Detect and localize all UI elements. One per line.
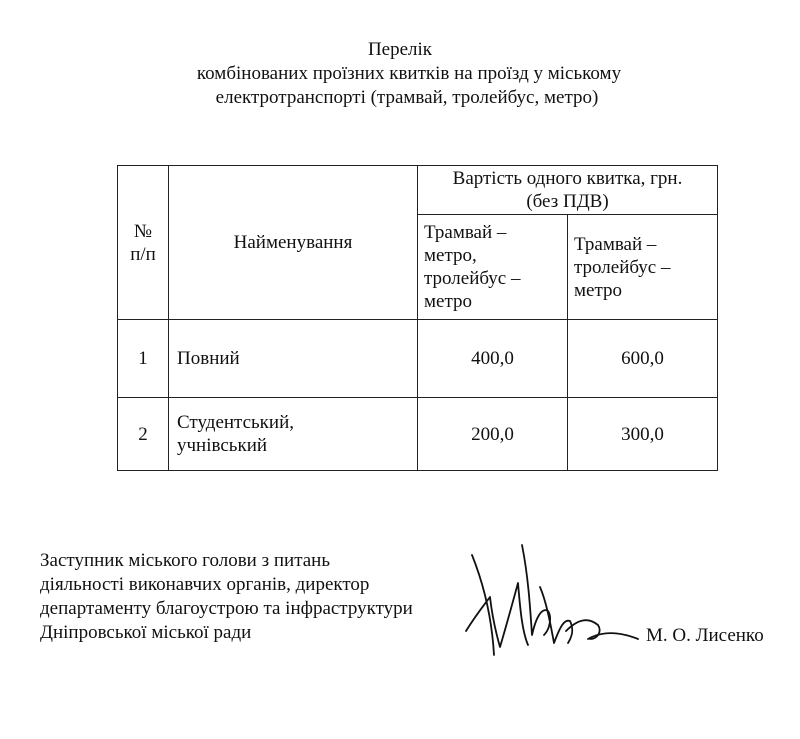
- header-col1-line: тролейбус –: [424, 268, 521, 289]
- row-price-2: 600,0: [568, 320, 718, 398]
- row-name-line: Студентський,: [177, 412, 294, 433]
- signer-name: М. О. Лисенко: [646, 625, 764, 646]
- row-price-1: 200,0: [418, 398, 568, 471]
- header-col-tram-metro-trolley-metro: [418, 215, 568, 320]
- row-name: [169, 320, 418, 398]
- row-name: [169, 398, 418, 471]
- title-line-1: Перелік: [367, 39, 433, 60]
- document-title: [0, 38, 800, 110]
- header-col1-line: метро: [424, 291, 472, 312]
- row-num: 1: [118, 320, 169, 398]
- table-row: [118, 398, 718, 471]
- signatory-position: [40, 549, 413, 645]
- row-price-2: 300,0: [568, 398, 718, 471]
- position-line: діяльності виконавчих органів, директор: [40, 574, 370, 595]
- position-line: Дніпровської міської ради: [40, 622, 252, 643]
- title-line-2: комбінованих проїзних квитків на проїзд у міському: [196, 63, 622, 84]
- title-line-3: електротранспорті (трамвай, тролейбус, метро): [215, 87, 599, 108]
- header-col1-line: метро,: [424, 245, 477, 266]
- header-num-symbol: №: [133, 220, 153, 242]
- fares-table: [117, 165, 718, 471]
- header-num-abbrev: п/п: [130, 243, 156, 265]
- header-name-cell: Найменування: [169, 166, 418, 320]
- table-header-row-1: [118, 166, 718, 215]
- row-name-line: учнівський: [177, 435, 268, 456]
- header-price-group-cell: [418, 166, 718, 215]
- handwritten-signature: [462, 535, 642, 665]
- row-name-line: Повний: [177, 348, 240, 369]
- row-price-1: 400,0: [418, 320, 568, 398]
- position-line: департаменту благоустрою та інфраструктури: [40, 598, 413, 619]
- header-col2-line: тролейбус –: [574, 256, 671, 278]
- header-col2-line: Трамвай –: [574, 233, 657, 255]
- header-col2-line: метро: [574, 279, 622, 301]
- header-col-tram-trolley-metro: [568, 215, 718, 320]
- header-num-cell: [118, 166, 169, 320]
- table-row: [118, 320, 718, 398]
- header-price-group-line-2: (без ПДВ): [526, 191, 609, 212]
- header-col1-line: Трамвай –: [424, 222, 507, 243]
- header-price-group-line-1: Вартість одного квитка, грн.: [452, 168, 683, 189]
- position-line: Заступник міського голови з питань: [40, 550, 330, 571]
- row-num: 2: [118, 398, 169, 471]
